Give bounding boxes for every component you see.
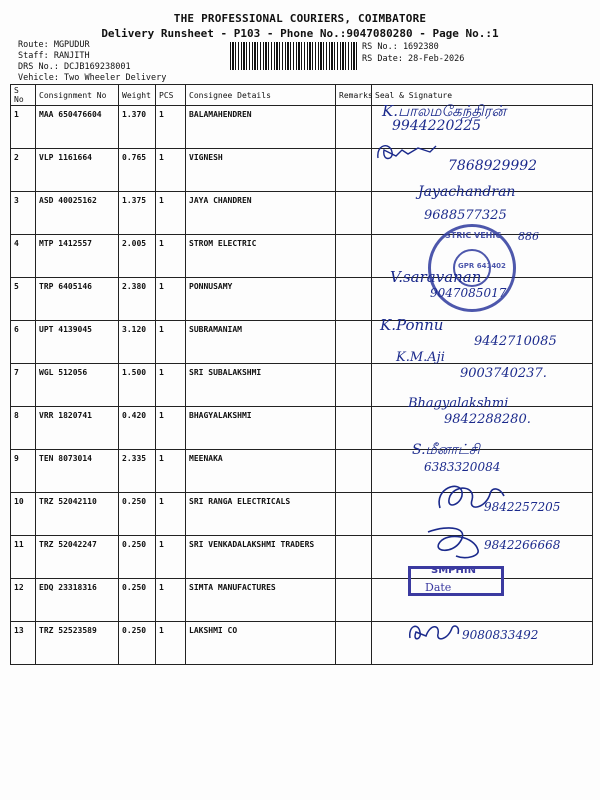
cell-remarks bbox=[336, 106, 372, 149]
table-row bbox=[11, 579, 593, 622]
cell-remarks bbox=[336, 192, 372, 235]
cell-weight: 0.250 bbox=[119, 579, 156, 622]
cell-consignee: LAKSHMI CO bbox=[186, 622, 336, 665]
cell-consignment: WGL 512056 bbox=[36, 364, 119, 407]
sig-9-phone: 6383320084 bbox=[424, 460, 501, 474]
cell-consignee: VIGNESH bbox=[186, 149, 336, 192]
cell-pcs: 1 bbox=[156, 192, 186, 235]
col-consignee: Consignee Details bbox=[186, 85, 336, 106]
rs-number: RS No.: 1692380 bbox=[362, 42, 439, 52]
cell-consignee: STROM ELECTRIC bbox=[186, 235, 336, 278]
sig-13-phone: 9080833492 bbox=[462, 628, 539, 642]
staff-label: Staff: RANJITH bbox=[18, 51, 90, 61]
cell-consignment: MAA 650476604 bbox=[36, 106, 119, 149]
cell-consignment: TRZ 52042247 bbox=[36, 536, 119, 579]
cell-pcs: 1 bbox=[156, 536, 186, 579]
cell-weight: 0.250 bbox=[119, 536, 156, 579]
company-title: THE PROFESSIONAL COURIERS, COIMBATORE bbox=[173, 12, 427, 25]
cell-remarks bbox=[336, 579, 372, 622]
sig-13-scribble bbox=[404, 618, 464, 648]
rs-date: RS Date: 28-Feb-2026 bbox=[362, 54, 465, 64]
cell-weight: 2.335 bbox=[119, 450, 156, 493]
sig-1-phone: 9944220225 bbox=[392, 118, 482, 134]
cell-weight: 1.500 bbox=[119, 364, 156, 407]
sig-11-scribble bbox=[420, 522, 490, 562]
cell-sno: 8 bbox=[11, 407, 36, 450]
cell-remarks bbox=[336, 450, 372, 493]
sig-5-name: V.saravanan bbox=[390, 268, 482, 286]
cell-consignee: JAYA CHANDREN bbox=[186, 192, 336, 235]
cell-consignment: TEN 8073014 bbox=[36, 450, 119, 493]
cell-pcs: 1 bbox=[156, 364, 186, 407]
cell-consignee: SUBRAMANIAM bbox=[186, 321, 336, 364]
cell-weight: 1.375 bbox=[119, 192, 156, 235]
cell-remarks bbox=[336, 493, 372, 536]
stamp-name: SMPHIN bbox=[431, 565, 476, 576]
cell-pcs: 1 bbox=[156, 579, 186, 622]
cell-sno: 13 bbox=[11, 622, 36, 665]
sig-2-phone: 7868929992 bbox=[448, 158, 538, 174]
sig-1-name: K.பாலமகேந்திரன் bbox=[382, 102, 506, 120]
col-pcs: PCS bbox=[156, 85, 186, 106]
cell-sno: 5 bbox=[11, 278, 36, 321]
cell-remarks bbox=[336, 364, 372, 407]
cell-consignment: EDQ 23318316 bbox=[36, 579, 119, 622]
sig-11-phone: 9842266668 bbox=[484, 538, 561, 552]
drs-label: DRS No.: DCJB169238001 bbox=[18, 62, 131, 72]
cell-weight: 1.370 bbox=[119, 106, 156, 149]
cell-consignment: ASD 40025162 bbox=[36, 192, 119, 235]
cell-weight: 2.380 bbox=[119, 278, 156, 321]
cell-consignee: BALAMAHENDREN bbox=[186, 106, 336, 149]
col-weight: Weight bbox=[119, 85, 156, 106]
cell-pcs: 1 bbox=[156, 321, 186, 364]
cell-consignment: MTP 1412557 bbox=[36, 235, 119, 278]
cell-weight: 0.420 bbox=[119, 407, 156, 450]
cell-consignment: VRR 1820741 bbox=[36, 407, 119, 450]
cell-consignee: SIMTA MANUFACTURES bbox=[186, 579, 336, 622]
cell-consignment: VLP 1161664 bbox=[36, 149, 119, 192]
runsheet-subtitle: Delivery Runsheet - P103 - Phone No.:9047080280 - Page No.:1 bbox=[101, 27, 499, 40]
cell-remarks bbox=[336, 278, 372, 321]
cell-sno: 10 bbox=[11, 493, 36, 536]
sig-2-scribble bbox=[372, 140, 442, 166]
col-consignment: Consignment No bbox=[36, 85, 119, 106]
cell-consignment: UPT 4139045 bbox=[36, 321, 119, 364]
cell-sno: 3 bbox=[11, 192, 36, 235]
cell-consignee: SRI RANGA ELECTRICALS bbox=[186, 493, 336, 536]
cell-consignment: TRZ 52042110 bbox=[36, 493, 119, 536]
cell-sno: 6 bbox=[11, 321, 36, 364]
cell-consignee: PONNUSAMY bbox=[186, 278, 336, 321]
sig-7-phone: 9003740237. bbox=[460, 366, 547, 381]
date-box-stamp bbox=[408, 566, 504, 596]
cell-pcs: 1 bbox=[156, 450, 186, 493]
seal-text-top: STRIC VEHIC bbox=[445, 231, 502, 240]
cell-weight: 3.120 bbox=[119, 321, 156, 364]
cell-pcs: 1 bbox=[156, 407, 186, 450]
col-remarks: Remarks bbox=[336, 85, 372, 106]
cell-pcs: 1 bbox=[156, 493, 186, 536]
cell-sno: 12 bbox=[11, 579, 36, 622]
cell-pcs: 1 bbox=[156, 622, 186, 665]
sig-3-name: Jayachandran bbox=[418, 184, 516, 200]
sig-8-phone: 9842288280. bbox=[444, 412, 531, 427]
cell-pcs: 1 bbox=[156, 235, 186, 278]
cell-consignee: SRI SUBALAKSHMI bbox=[186, 364, 336, 407]
sig-6-name: K.Ponnu bbox=[380, 316, 444, 334]
sig-4-phone: 886 bbox=[518, 230, 539, 243]
sig-3-phone: 9688577325 bbox=[424, 208, 507, 223]
vehicle-label: Vehicle: Two Wheeler Delivery bbox=[18, 73, 167, 83]
cell-sno: 4 bbox=[11, 235, 36, 278]
cell-remarks bbox=[336, 149, 372, 192]
cell-remarks bbox=[336, 235, 372, 278]
sig-9-name: S.மீனாட்சி bbox=[412, 442, 480, 458]
sig-6-phone: 9442710085 bbox=[474, 334, 557, 349]
cell-weight: 0.250 bbox=[119, 622, 156, 665]
cell-weight: 2.005 bbox=[119, 235, 156, 278]
sig-8-name: Bhagyalakshmi bbox=[408, 396, 509, 411]
cell-remarks bbox=[336, 536, 372, 579]
cell-remarks bbox=[336, 321, 372, 364]
cell-remarks bbox=[336, 622, 372, 665]
cell-sno: 2 bbox=[11, 149, 36, 192]
cell-consignee: MEENAKA bbox=[186, 450, 336, 493]
cell-sno: 7 bbox=[11, 364, 36, 407]
sig-5-phone: 9047085017 bbox=[430, 286, 507, 300]
cell-sno: 11 bbox=[11, 536, 36, 579]
cell-pcs: 1 bbox=[156, 149, 186, 192]
cell-consignment: TRZ 52523589 bbox=[36, 622, 119, 665]
sig-10-phone: 9842257205 bbox=[484, 500, 561, 514]
stamp-date-label: Date bbox=[425, 581, 452, 594]
cell-weight: 0.765 bbox=[119, 149, 156, 192]
cell-sno: 1 bbox=[11, 106, 36, 149]
col-sno: S No bbox=[11, 85, 36, 106]
cell-consignment: TRP 6405146 bbox=[36, 278, 119, 321]
cell-pcs: 1 bbox=[156, 106, 186, 149]
cell-consignee: SRI VENKADALAKSHMI TRADERS bbox=[186, 536, 336, 579]
sig-7-name: K.M.Aji bbox=[396, 350, 445, 365]
seal-text-mid: GPR 641402 bbox=[458, 262, 506, 270]
col-signature: Seal & Signature bbox=[372, 85, 593, 106]
cell-weight: 0.250 bbox=[119, 493, 156, 536]
route-label: Route: MGPUDUR bbox=[18, 40, 90, 50]
barcode bbox=[230, 42, 358, 70]
cell-remarks bbox=[336, 407, 372, 450]
cell-consignee: BHAGYALAKSHMI bbox=[186, 407, 336, 450]
cell-sno: 9 bbox=[11, 450, 36, 493]
cell-pcs: 1 bbox=[156, 278, 186, 321]
